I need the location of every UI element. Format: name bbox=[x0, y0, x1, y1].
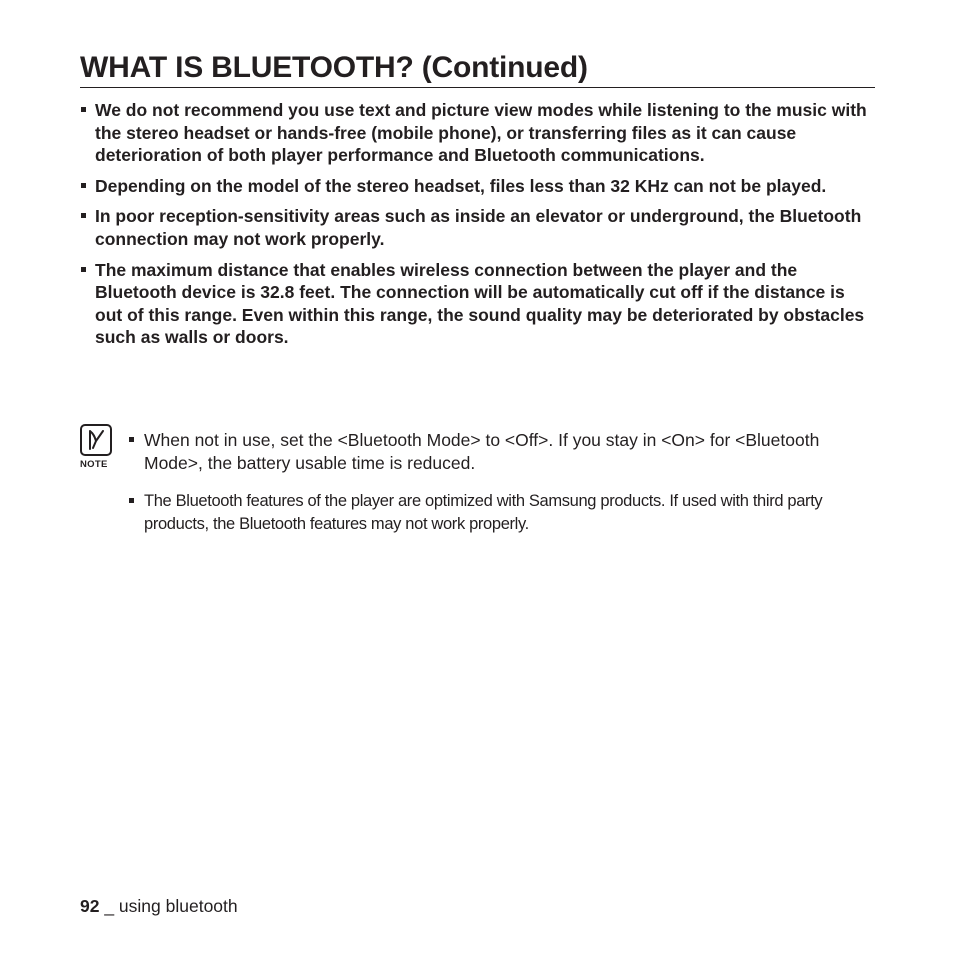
note-label: NOTE bbox=[80, 459, 108, 470]
note-block bbox=[80, 424, 112, 470]
list-item bbox=[80, 205, 870, 250]
bullet-square-icon bbox=[81, 183, 86, 188]
bullet-square-icon bbox=[81, 107, 86, 112]
note-item-text: When not in use, set the <Bluetooth Mode> to <Off>. If you stay in <On> for <Bluetooth Mode>, the battery usable time is reduced. bbox=[144, 430, 820, 473]
list-item-text: The maximum distance that enables wireless connection between the player and the Bluetooth device is 32.8 feet. The connection will be automatically cut off if the distance is out of this range. Even within this range, the sound quality may be deteriorated by obstacles such as walls or doors. bbox=[95, 259, 865, 348]
note-item bbox=[128, 490, 848, 536]
bullet-square-icon bbox=[129, 498, 134, 503]
list-item bbox=[80, 175, 870, 198]
list-item bbox=[80, 99, 870, 167]
note-pencil-icon bbox=[80, 424, 112, 456]
page-number: 92 bbox=[80, 896, 100, 916]
page-footer bbox=[80, 895, 238, 917]
list-item-text: We do not recommend you use text and picture view modes while listening to the music with the stereo headset or hands-free (mobile phone), or transferring files as it can cause deterioration of both player performance and Bluetooth communications. bbox=[95, 100, 867, 166]
bullet-square-icon bbox=[129, 437, 134, 442]
bullet-square-icon bbox=[81, 213, 86, 218]
section-name: _ using bluetooth bbox=[99, 896, 238, 916]
list-item-text: In poor reception-sensitivity areas such as inside an elevator or underground, the Bluetooth connection may not work properly. bbox=[95, 206, 862, 249]
bullet-square-icon bbox=[81, 267, 86, 272]
list-item bbox=[80, 259, 870, 349]
warning-list bbox=[80, 99, 870, 357]
note-list bbox=[128, 429, 848, 536]
note-item-text: The Bluetooth features of the player are optimized with Samsung products. If used with third party products, the Bluetooth features may not work properly. bbox=[144, 492, 823, 533]
page-title: WHAT IS BLUETOOTH? (Continued) bbox=[80, 50, 875, 88]
list-item-text: Depending on the model of the stereo headset, files less than 32 KHz can not be played. bbox=[95, 175, 827, 196]
note-item bbox=[128, 429, 848, 475]
